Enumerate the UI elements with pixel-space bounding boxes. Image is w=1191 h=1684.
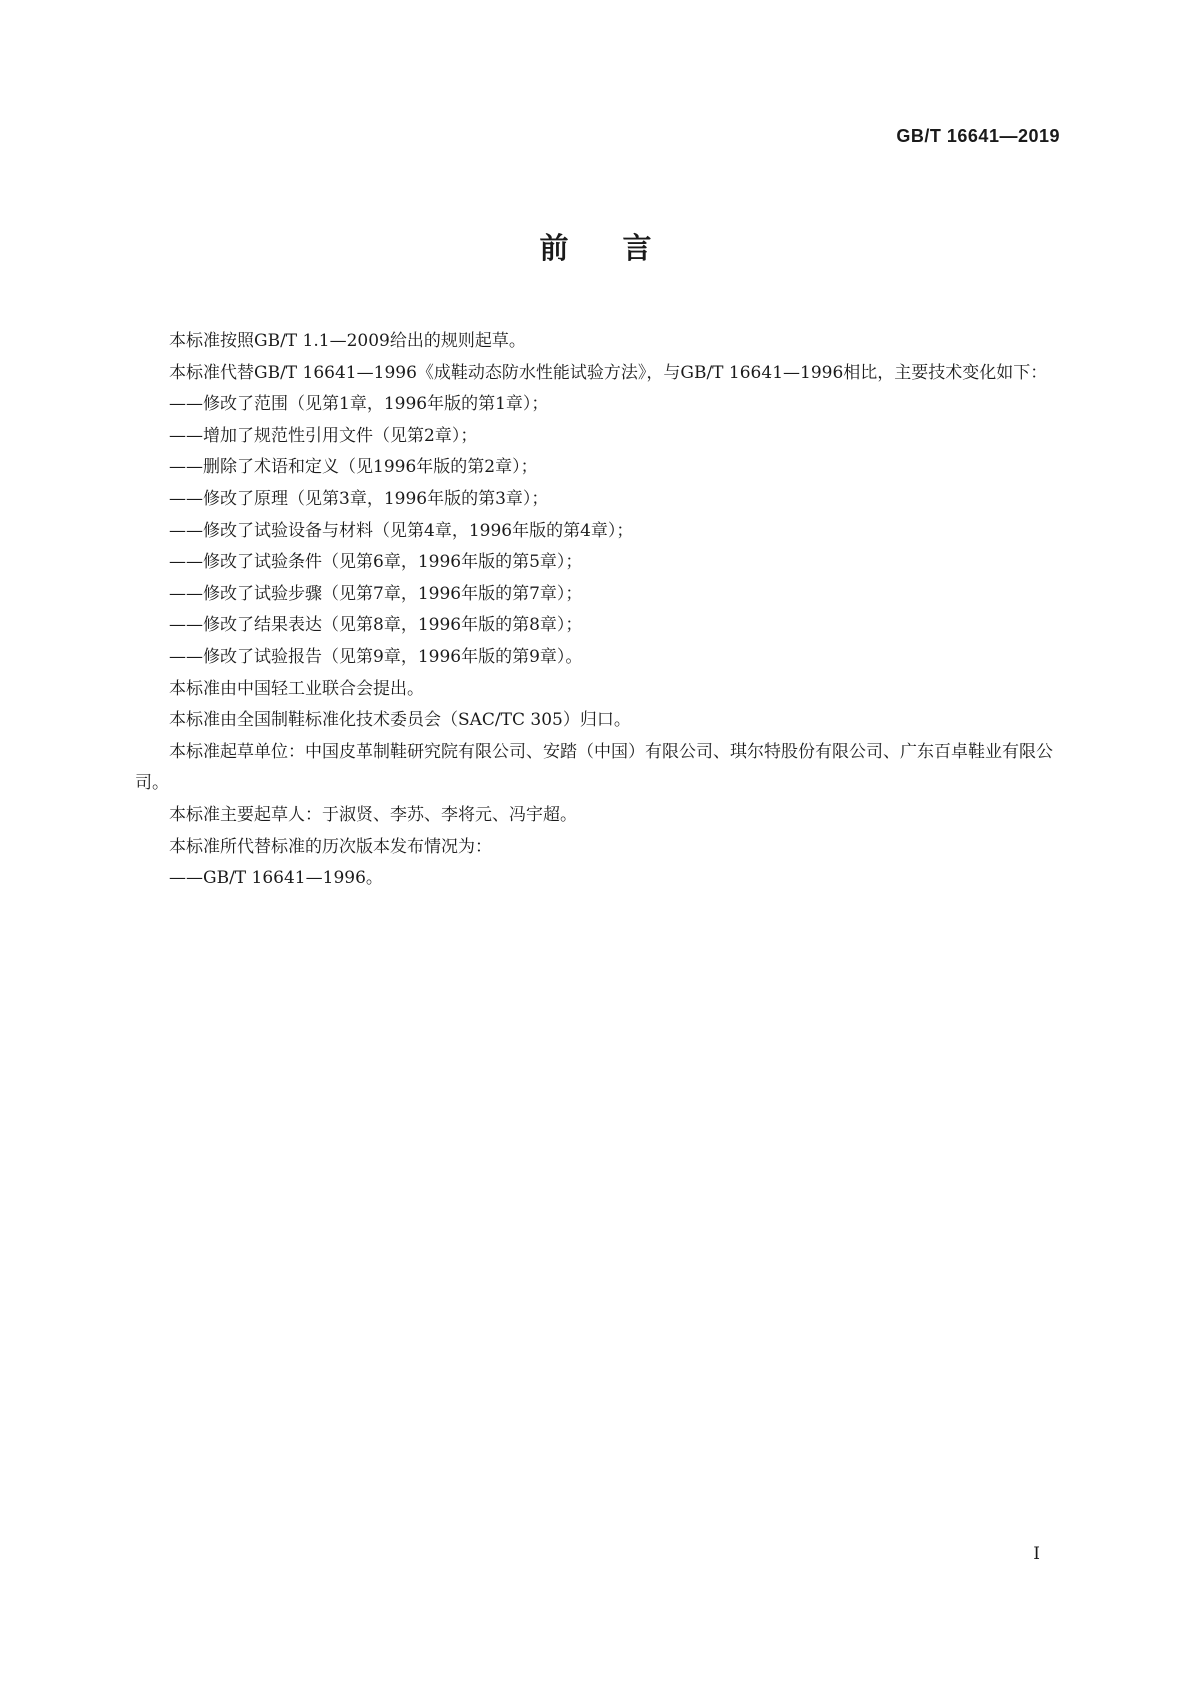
change-item: ——修改了范围（见第1章，1996年版的第1章）； <box>169 394 549 415</box>
paragraph-drafters: 本标准主要起草人：于淑贤、李苏、李将元、冯宇超。 <box>169 804 577 825</box>
paragraph-history-intro: 本标准所代替标准的历次版本发布情况为： <box>169 836 492 857</box>
foreword-body <box>135 326 1061 895</box>
paragraph-drafting-rules: 本标准按照GB/T 1.1—2009给出的规则起草。 <box>169 331 526 351</box>
page-title: 前言 <box>539 231 706 265</box>
paragraph-replacement: 本标准代替GB/T 16641—1996《成鞋动态防水性能试验方法》，与GB/T 16641—1996相比，主要技术变化如下： <box>169 362 1048 383</box>
history-item: ——GB/T 16641—1996。 <box>169 868 383 889</box>
change-item: ——修改了试验条件（见第6章，1996年版的第5章）； <box>169 552 583 573</box>
change-item: ——修改了试验设备与材料（见第4章，1996年版的第4章）； <box>169 520 634 541</box>
change-item: ——修改了试验步骤（见第7章，1996年版的第7章）； <box>169 583 583 604</box>
change-item: ——增加了规范性引用文件（见第2章）； <box>169 425 478 446</box>
paragraph-committee: 本标准由全国制鞋标准化技术委员会（SAC/TC 305）归口。 <box>169 710 631 731</box>
paragraph-drafting-units: 本标准起草单位：中国皮革制鞋研究院有限公司、安踏（中国）有限公司、琪尔特股份有限公司、广东百卓鞋业有限公司。 <box>135 741 1053 794</box>
change-item: ——修改了试验报告（见第9章，1996年版的第9章）。 <box>169 646 583 667</box>
change-item: ——修改了结果表达（见第8章，1996年版的第8章）； <box>169 615 583 636</box>
standard-code: GB/T 16641—2019 <box>896 126 1060 146</box>
change-item: ——修改了原理（见第3章，1996年版的第3章）； <box>169 488 549 509</box>
change-item: ——删除了术语和定义（见1996年版的第2章）； <box>169 457 538 478</box>
page-number: I <box>1033 1544 1040 1564</box>
paragraph-proposer: 本标准由中国轻工业联合会提出。 <box>169 678 424 699</box>
